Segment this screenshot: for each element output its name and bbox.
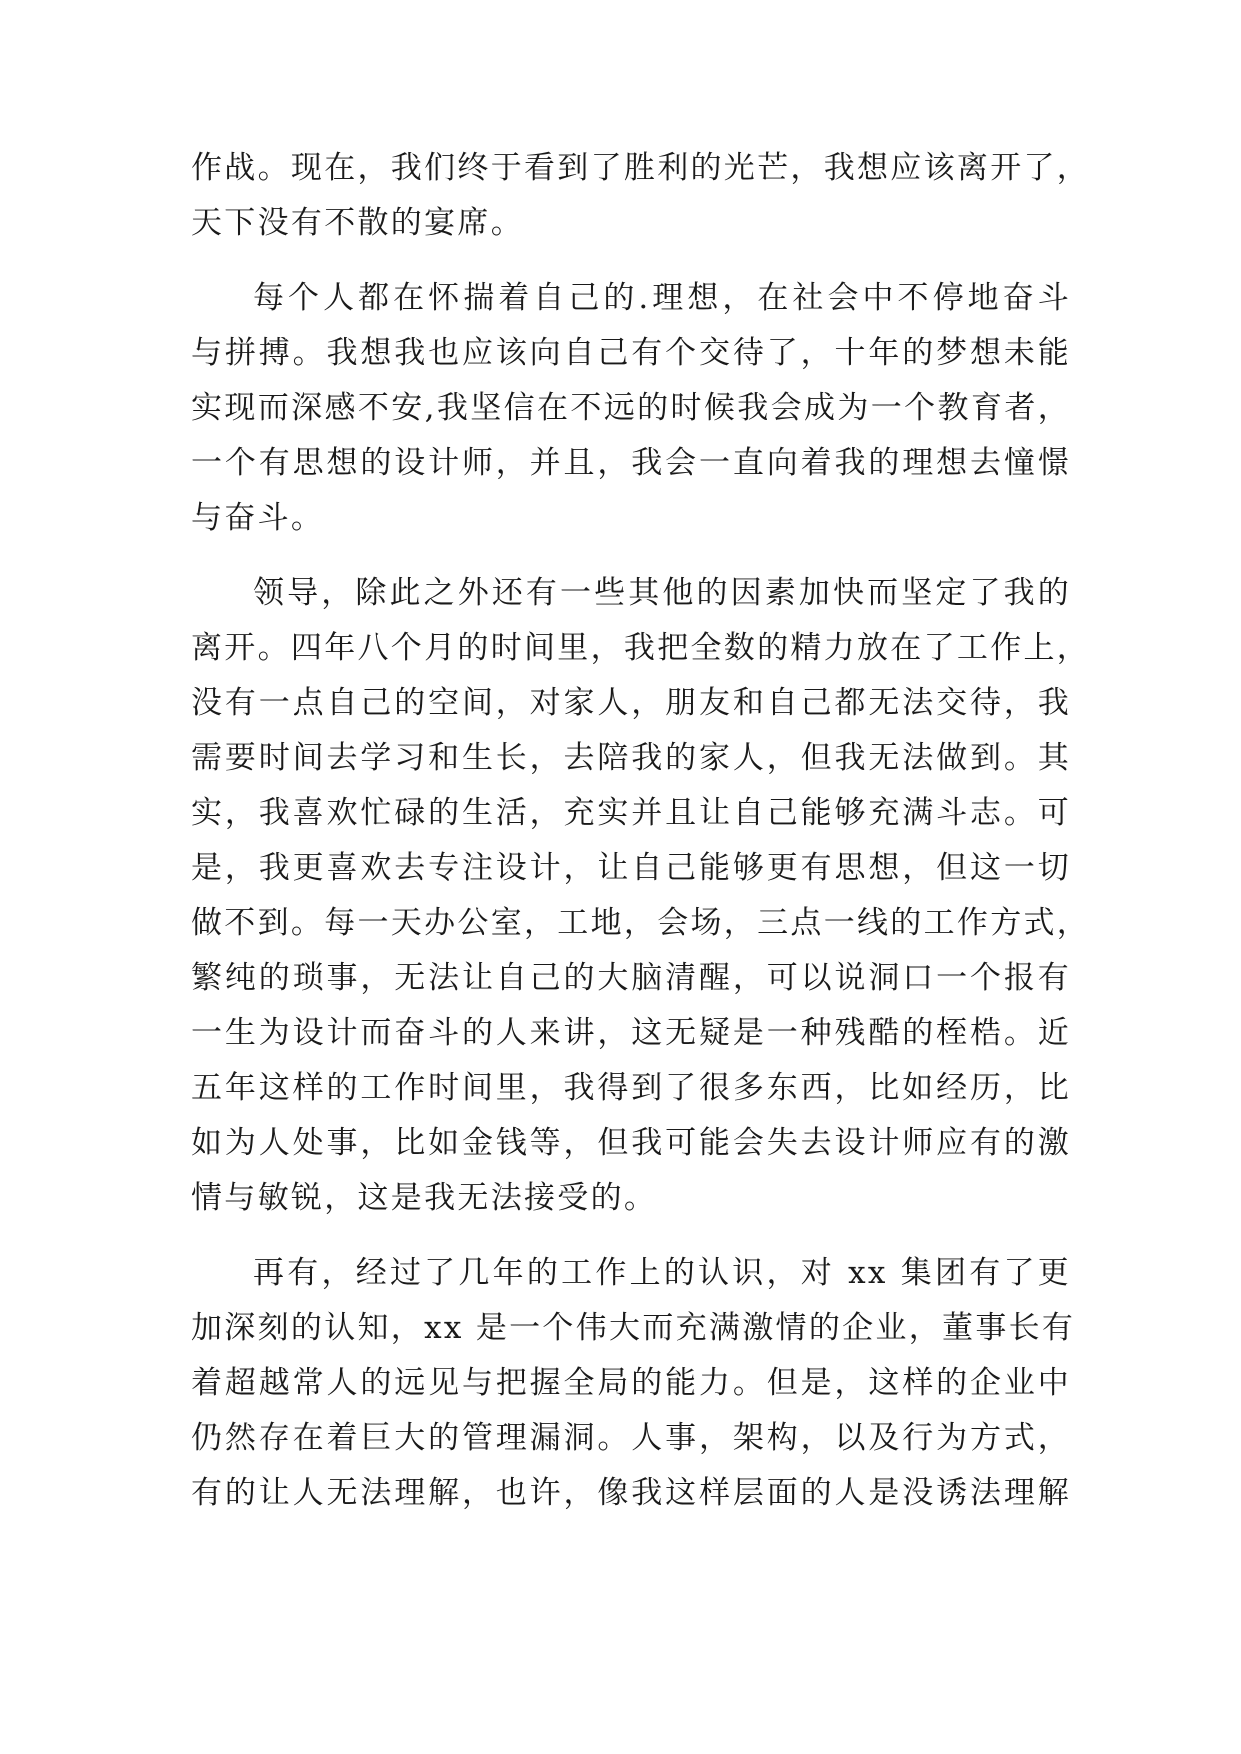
text-line: 一个有思想的设计师，并且，我会一直向着我的理想去憧憬 — [191, 445, 1071, 481]
text-line: 一生为设计而奋斗的人来讲，这无疑是一种残酷的桎梏。近 — [191, 1015, 1071, 1051]
text-line: 着超越常人的远见与把握全局的能力。但是，这样的企业中 — [191, 1365, 1071, 1401]
text-line: 再有，经过了几年的工作上的认识，对 xx 集团有了更 — [253, 1255, 1071, 1291]
text-line: 加深刻的认知，xx 是一个伟大而充满激情的企业，董事长有 — [191, 1310, 1076, 1346]
text-line: 有的让人无法理解，也许，像我这样层面的人是没诱法理解 — [191, 1475, 1071, 1511]
text-line: 作战。现在，我们终于看到了胜利的光芒，我想应该离开了， — [191, 150, 1091, 186]
text-line: 与奋斗。 — [191, 500, 325, 536]
text-line: 每个人都在怀揣着自己的.理想，在社会中不停地奋斗 — [253, 280, 1071, 316]
text-line: 与拼搏。我想我也应该向自己有个交待了，十年的梦想未能 — [191, 335, 1071, 371]
text-line: 实，我喜欢忙碌的生活，充实并且让自己能够充满斗志。可 — [191, 795, 1071, 831]
text-line: 情与敏锐，这是我无法接受的。 — [191, 1180, 658, 1216]
text-line: 如为人处事，比如金钱等，但我可能会失去设计师应有的激 — [191, 1125, 1071, 1161]
text-line: 繁纯的琐事，无法让自己的大脑清醒，可以说洞口一个报有 — [191, 960, 1071, 996]
text-line: 需要时间去学习和生长，去陪我的家人，但我无法做到。其 — [191, 740, 1071, 776]
text-line: 领导，除此之外还有一些其他的因素加快而坚定了我的 — [253, 575, 1071, 611]
text-line: 做不到。每一天办公室，工地，会场，三点一线的工作方式， — [191, 905, 1091, 941]
text-line: 实现而深感不安,我坚信在不远的时候我会成为一个教育者， — [191, 390, 1071, 426]
text-line: 是，我更喜欢去专注设计，让自己能够更有思想，但这一切 — [191, 850, 1071, 886]
text-line: 天下没有不散的宴席。 — [191, 205, 524, 241]
text-line: 离开。四年八个月的时间里，我把全数的精力放在了工作上， — [191, 630, 1091, 666]
text-line: 仍然存在着巨大的管理漏洞。人事，架构，以及行为方式， — [191, 1420, 1071, 1456]
text-line: 没有一点自己的空间，对家人，朋友和自己都无法交待，我 — [191, 685, 1071, 721]
text-line: 五年这样的工作时间里，我得到了很多东西，比如经历，比 — [191, 1070, 1071, 1106]
